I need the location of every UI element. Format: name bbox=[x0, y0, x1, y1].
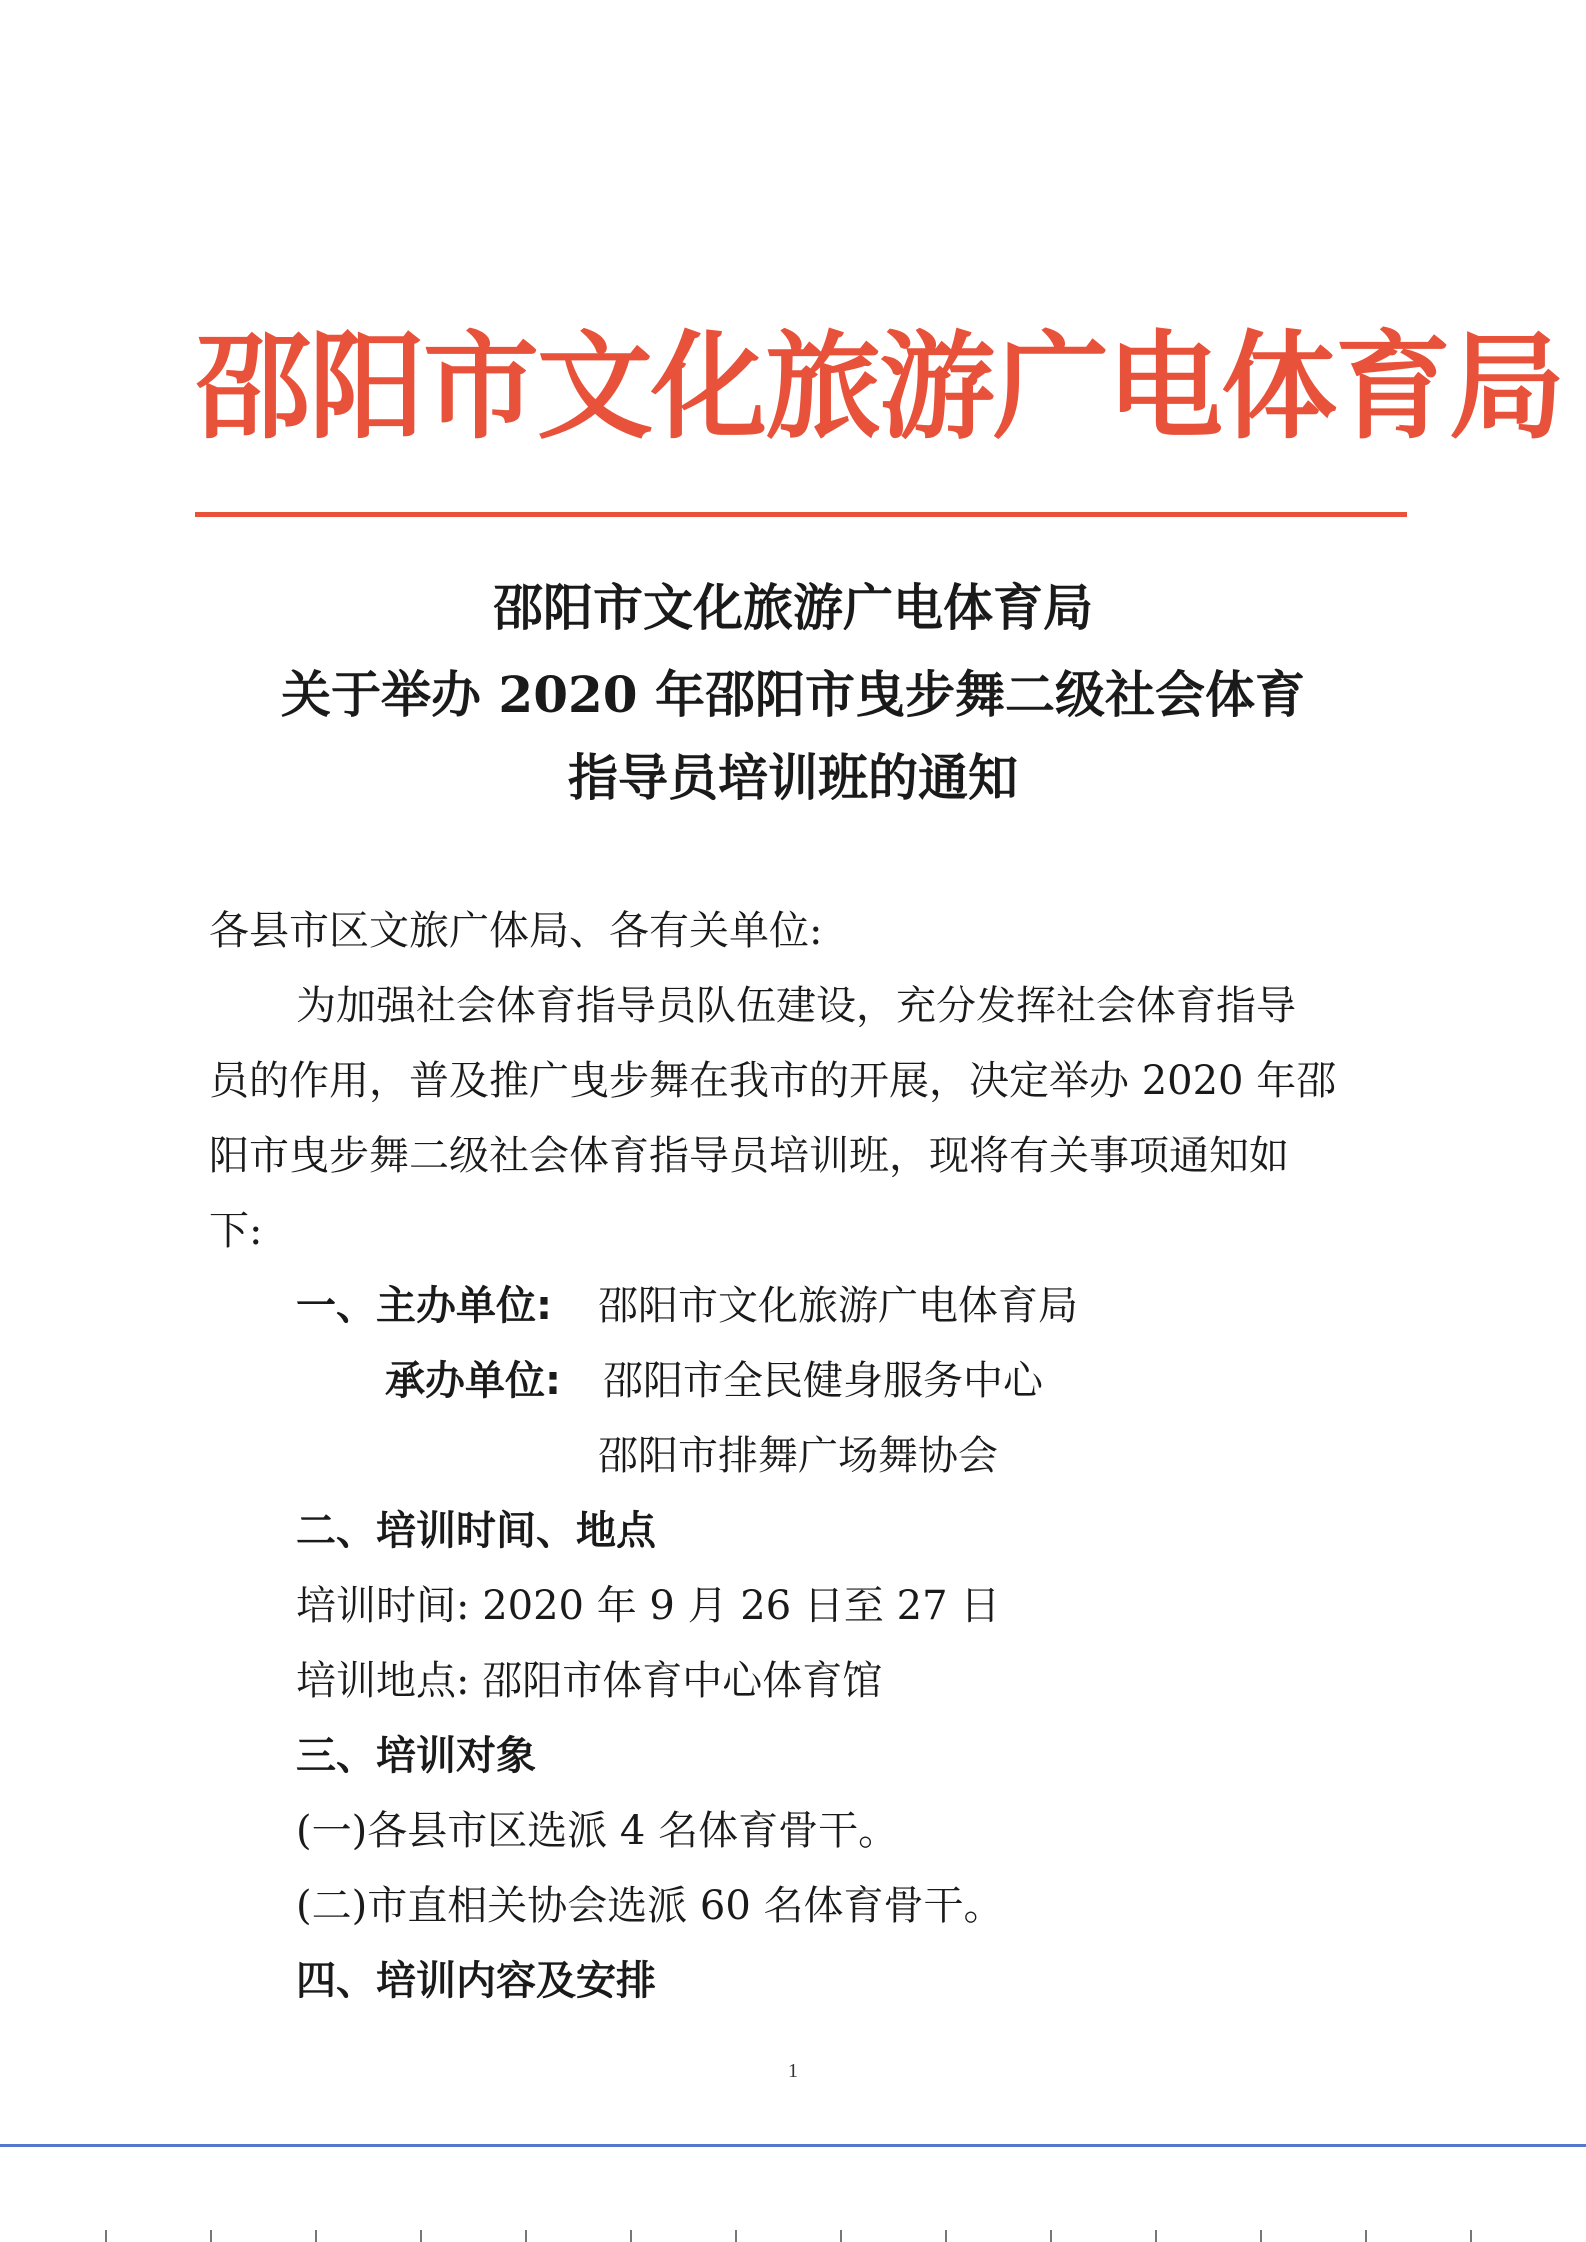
tick-mark bbox=[1155, 2230, 1157, 2242]
organizer-value-2: 邵阳市排舞广场舞协会 bbox=[598, 1433, 998, 1479]
doc-title-line-1: 邵阳市文化旅游广电体育局 bbox=[493, 578, 1093, 637]
doc-title-line-3: 指导员培训班的通知 bbox=[568, 748, 1018, 807]
tick-mark bbox=[420, 2230, 422, 2242]
intro-line-2: 员的作用，普及推广曳步舞在我市的开展，决定举办 2020 年邵 bbox=[209, 1058, 1337, 1104]
section-2-heading: 二、培训时间、地点 bbox=[296, 1508, 656, 1554]
tick-mark bbox=[1260, 2230, 1262, 2242]
tick-mark bbox=[630, 2230, 632, 2242]
training-place: 培训地点: 邵阳市体育中心体育馆 bbox=[296, 1658, 883, 1704]
organizer-value-1: 邵阳市全民健身服务中心 bbox=[603, 1358, 1043, 1404]
page-number: 1 bbox=[788, 2060, 798, 2082]
tick-mark bbox=[945, 2230, 947, 2242]
target-item-2: (二)市直相关协会选派 60 名体育骨干。 bbox=[296, 1883, 1004, 1929]
tick-mark bbox=[210, 2230, 212, 2242]
letterhead-agency-name: 邵阳市文化旅游广电体育局 bbox=[195, 320, 1563, 455]
tick-mark bbox=[105, 2230, 107, 2242]
tick-mark bbox=[840, 2230, 842, 2242]
organizer-label: 承办单位: bbox=[385, 1358, 561, 1404]
footer-tick-marks bbox=[0, 2230, 1586, 2242]
tick-mark bbox=[1050, 2230, 1052, 2242]
salutation: 各县市区文旅广体局、各有关单位: bbox=[209, 908, 823, 954]
target-item-1: (一)各县市区选派 4 名体育骨干。 bbox=[296, 1808, 899, 1854]
host-value: 邵阳市文化旅游广电体育局 bbox=[598, 1283, 1078, 1329]
tick-mark bbox=[525, 2230, 527, 2242]
intro-line-3: 阳市曳步舞二级社会体育指导员培训班，现将有关事项通知如 bbox=[209, 1133, 1289, 1179]
intro-line-4: 下: bbox=[209, 1208, 263, 1254]
section-4-heading: 四、培训内容及安排 bbox=[296, 1958, 656, 2004]
intro-line-1: 为加强社会体育指导员队伍建设，充分发挥社会体育指导 bbox=[296, 983, 1296, 1029]
section-3-heading: 三、培训对象 bbox=[296, 1733, 536, 1779]
tick-mark bbox=[735, 2230, 737, 2242]
host-label: 一、主办单位: bbox=[296, 1283, 552, 1329]
footer-blue-rule bbox=[0, 2144, 1586, 2147]
training-time: 培训时间: 2020 年 9 月 26 日至 27 日 bbox=[296, 1583, 1001, 1629]
tick-mark bbox=[1470, 2230, 1472, 2242]
red-divider-rule bbox=[195, 512, 1407, 517]
tick-mark bbox=[315, 2230, 317, 2242]
tick-mark bbox=[1365, 2230, 1367, 2242]
doc-title-line-2: 关于举办 2020 年邵阳市曳步舞二级社会体育 bbox=[281, 665, 1305, 724]
